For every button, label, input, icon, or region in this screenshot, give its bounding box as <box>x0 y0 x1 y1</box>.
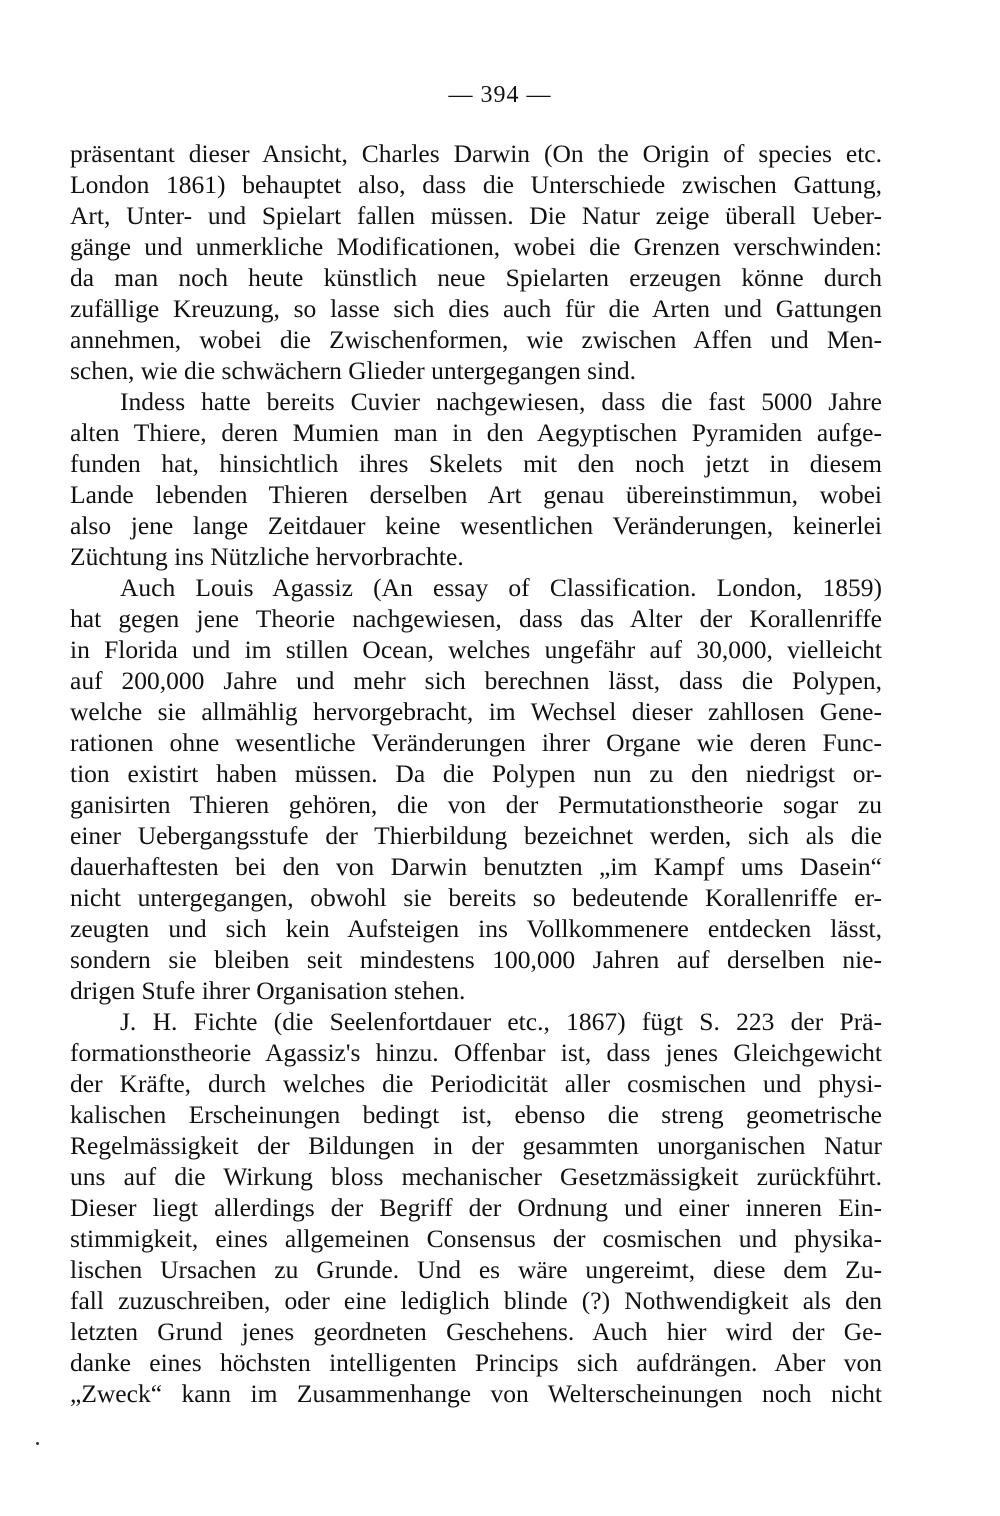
text-line: annehmen, wobei die Zwischenformen, wie zwischen Affen und Men- <box>70 325 882 354</box>
text-line: London 1861) behauptet also, dass die Unterschiede zwischen Gattung, <box>70 170 882 199</box>
text-line: präsentant dieser Ansicht, Charles Darwin (On the Origin of species etc. <box>70 139 882 168</box>
text-line: letzten Grund jenes geordneten Geschehens. Auch hier wird der Ge- <box>70 1317 882 1346</box>
text-line: uns auf die Wirkung bloss mechanischer Gesetzmässigkeit zurückführt. <box>70 1162 882 1191</box>
text-line: in Florida und im stillen Ocean, welches ungefähr auf 30,000, vielleicht <box>70 635 882 664</box>
paragraph-1 <box>70 138 882 386</box>
page-number: — 394 — <box>448 82 552 108</box>
text-line: hat gegen jene Theorie nachgewiesen, dass das Alter der Korallenriffe <box>70 604 882 633</box>
text-line: formationstheorie Agassiz's hinzu. Offenbar ist, dass jenes Gleichgewicht <box>70 1038 882 1067</box>
text-line: tion existirt haben müssen. Da die Polypen nun zu den niedrigst or- <box>70 759 882 788</box>
text-line: Dieser liegt allerdings der Begriff der Ordnung und einer inneren Ein- <box>70 1193 882 1222</box>
text-line: welche sie allmählig hervorgebracht, im Wechsel dieser zahllosen Gene- <box>70 697 882 726</box>
text-body <box>70 138 882 1409</box>
text-line: auf 200,000 Jahre und mehr sich berechnen lässt, dass die Polypen, <box>70 666 882 695</box>
text-line: lischen Ursachen zu Grunde. Und es wäre ungereimt, diese dem Zu- <box>70 1255 882 1284</box>
text-line: einer Uebergangsstufe der Thierbildung bezeichnet werden, sich als die <box>70 821 882 850</box>
text-line: ganisirten Thieren gehören, die von der Permutationstheorie sogar zu <box>70 790 882 819</box>
text-line: danke eines höchsten intelligenten Princips sich aufdrängen. Aber von <box>70 1348 882 1377</box>
paragraph-2 <box>70 386 882 572</box>
text-line: Lande lebenden Thieren derselben Art genau übereinstimmun, wobei <box>70 480 882 509</box>
text-line: Art, Unter- und Spielart fallen müssen. Die Natur zeige überall Ueber- <box>70 201 882 230</box>
text-line: dauerhaftesten bei den von Darwin benutzten „im Kampf ums Dasein“ <box>70 852 882 881</box>
text-line: Auch Louis Agassiz (An essay of Classification. London, 1859) <box>120 573 882 602</box>
paragraph-4 <box>70 1006 882 1409</box>
text-line: fall zuzuschreiben, oder eine lediglich blinde (?) Nothwendigkeit als den <box>70 1286 882 1315</box>
text-line: sondern sie bleiben seit mindestens 100,000 Jahren auf derselben nie- <box>70 945 882 974</box>
text-line: „Zweck“ kann im Zusammenhange von Welterscheinungen noch nicht <box>70 1379 882 1408</box>
paragraph-3 <box>70 572 882 1006</box>
text-line: zeugten und sich kein Aufsteigen ins Vollkommenere entdecken lässt, <box>70 914 882 943</box>
text-line: da man noch heute künstlich neue Spielarten erzeugen könne durch <box>70 263 882 292</box>
text-line: zufällige Kreuzung, so lasse sich dies auch für die Arten und Gattungen <box>70 294 882 323</box>
text-line: Indess hatte bereits Cuvier nachgewiesen, dass die fast 5000 Jahre <box>120 387 882 416</box>
text-line: kalischen Erscheinungen bedingt ist, ebenso die streng geometrische <box>70 1100 882 1129</box>
print-speck <box>36 1442 39 1445</box>
text-line: also jene lange Zeitdauer keine wesentlichen Veränderungen, keinerlei <box>70 511 882 540</box>
text-line: nicht untergegangen, obwohl sie bereits so bedeutende Korallenriffe er- <box>70 883 882 912</box>
text-line: gänge und unmerkliche Modificationen, wobei die Grenzen verschwinden: <box>70 232 882 261</box>
text-line: alten Thiere, deren Mumien man in den Aegyptischen Pyramiden aufge- <box>70 418 882 447</box>
text-line: J. H. Fichte (die Seelenfortdauer etc., 1867) fügt S. 223 der Prä- <box>120 1007 882 1036</box>
text-line: Regelmässigkeit der Bildungen in der gesammten unorganischen Natur <box>70 1131 882 1160</box>
text-line: Züchtung ins Nützliche hervorbrachte. <box>70 542 464 571</box>
text-line: schen, wie die schwächern Glieder untergegangen sind. <box>70 356 636 385</box>
text-line: stimmigkeit, eines allgemeinen Consensus der cosmischen und physika- <box>70 1224 882 1253</box>
text-line: der Kräfte, durch welches die Periodicität aller cosmischen und physi- <box>70 1069 882 1098</box>
text-line: drigen Stufe ihrer Organisation stehen. <box>70 976 466 1005</box>
text-line: funden hat, hinsichtlich ihres Skelets mit den noch jetzt in diesem <box>70 449 882 478</box>
text-line: rationen ohne wesentliche Veränderungen ihrer Organe wie deren Func- <box>70 728 882 757</box>
